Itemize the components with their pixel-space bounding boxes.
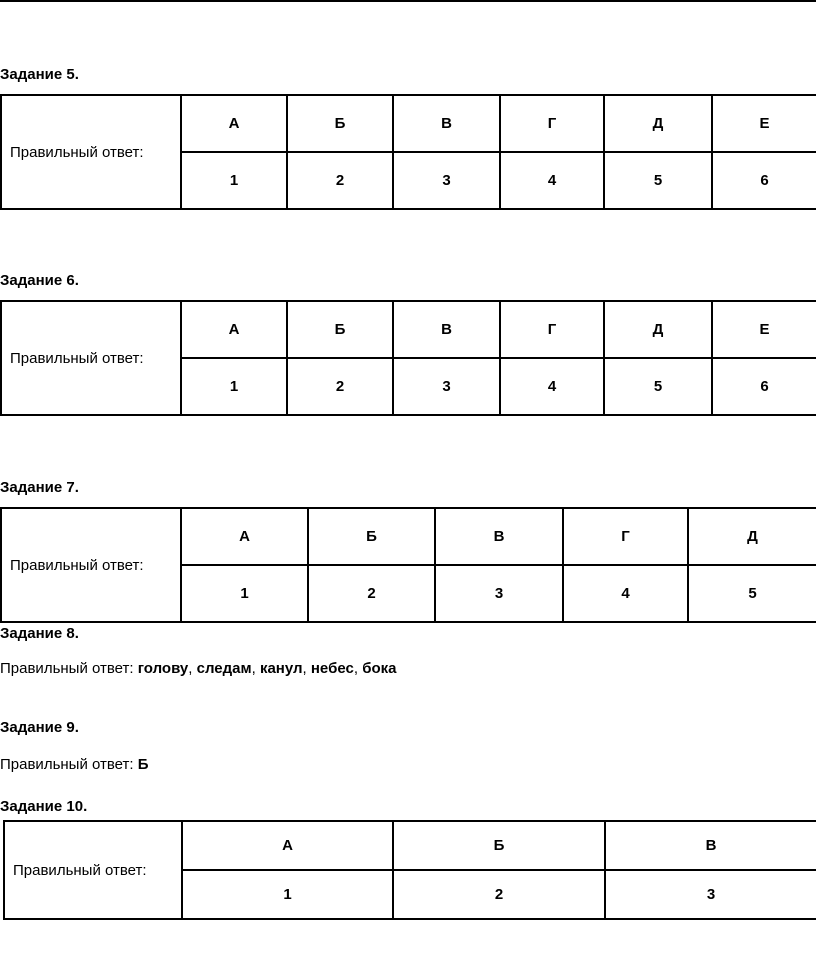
task7-letter-v: В: [435, 508, 563, 565]
task10-number-3: 3: [605, 870, 816, 919]
task6-letter-d: Д: [604, 301, 712, 358]
task9-heading: Задание 9.: [0, 719, 79, 736]
task8-separator-3: ,: [302, 660, 311, 677]
task6-letter-v: В: [393, 301, 500, 358]
task7-number-4: 4: [563, 565, 688, 622]
task10-letter-a: А: [182, 821, 393, 870]
task5-number-2: 2: [287, 152, 393, 209]
task8-word-5: бока: [362, 660, 397, 677]
task7-heading: Задание 7.: [0, 479, 79, 496]
task6-number-6: 6: [712, 358, 816, 415]
task6-letter-e: Е: [712, 301, 816, 358]
task6-letter-b: Б: [287, 301, 393, 358]
task10-number-1: 1: [182, 870, 393, 919]
task5-number-3: 3: [393, 152, 500, 209]
task6-letter-g: Г: [500, 301, 604, 358]
task5-letter-a: А: [181, 95, 287, 152]
task10-table: [3, 820, 816, 920]
task6-number-4: 4: [500, 358, 604, 415]
task9-answer-label: Правильный ответ:: [0, 756, 138, 773]
task6-letter-a: А: [181, 301, 287, 358]
task7-number-2: 2: [308, 565, 435, 622]
task5-heading: Задание 5.: [0, 66, 79, 83]
task6-number-1: 1: [181, 358, 287, 415]
task5-number-4: 4: [500, 152, 604, 209]
task5-answer-label: Правильный ответ:: [1, 95, 181, 209]
task6-number-3: 3: [393, 358, 500, 415]
task5-number-1: 1: [181, 152, 287, 209]
task7-letter-g: Г: [563, 508, 688, 565]
task8-heading: Задание 8.: [0, 625, 79, 642]
task7-answer-label: Правильный ответ:: [1, 508, 181, 622]
task7-number-3: 3: [435, 565, 563, 622]
task8-word-2: следам: [196, 660, 252, 677]
task8-word-4: небес: [310, 660, 354, 677]
task7-table: [0, 507, 816, 623]
task5-table: [0, 94, 816, 210]
task8-answer-label: Правильный ответ:: [0, 660, 138, 677]
task5-letter-e: Е: [712, 95, 816, 152]
task8-word-1: голову: [137, 660, 189, 677]
task7-letter-b: Б: [308, 508, 435, 565]
top-rule: [0, 0, 816, 2]
task8-answer-line: [0, 660, 396, 677]
task5-letter-v: В: [393, 95, 500, 152]
task10-letter-v: В: [605, 821, 816, 870]
task6-number-5: 5: [604, 358, 712, 415]
task9-answer-line: [0, 756, 149, 773]
task6-table: [0, 300, 816, 416]
task8-separator-2: ,: [251, 660, 260, 677]
task5-letter-d: Д: [604, 95, 712, 152]
task5-number-5: 5: [604, 152, 712, 209]
task8-word-3: канул: [259, 660, 303, 677]
task5-number-6: 6: [712, 152, 816, 209]
task10-number-2: 2: [393, 870, 605, 919]
task6-number-2: 2: [287, 358, 393, 415]
task6-answer-label: Правильный ответ:: [1, 301, 181, 415]
task10-letter-b: Б: [393, 821, 605, 870]
task7-letter-a: А: [181, 508, 308, 565]
task7-number-5: 5: [688, 565, 816, 622]
task10-answer-label: Правильный ответ:: [4, 821, 182, 919]
task5-letter-b: Б: [287, 95, 393, 152]
task10-heading: Задание 10.: [0, 798, 88, 815]
task9-answer-value: Б: [137, 756, 149, 773]
task5-letter-g: Г: [500, 95, 604, 152]
task7-letter-d: Д: [688, 508, 816, 565]
task6-heading: Задание 6.: [0, 272, 79, 289]
task8-separator-4: ,: [353, 660, 363, 677]
task7-number-1: 1: [181, 565, 308, 622]
task8-separator-1: ,: [188, 660, 197, 677]
